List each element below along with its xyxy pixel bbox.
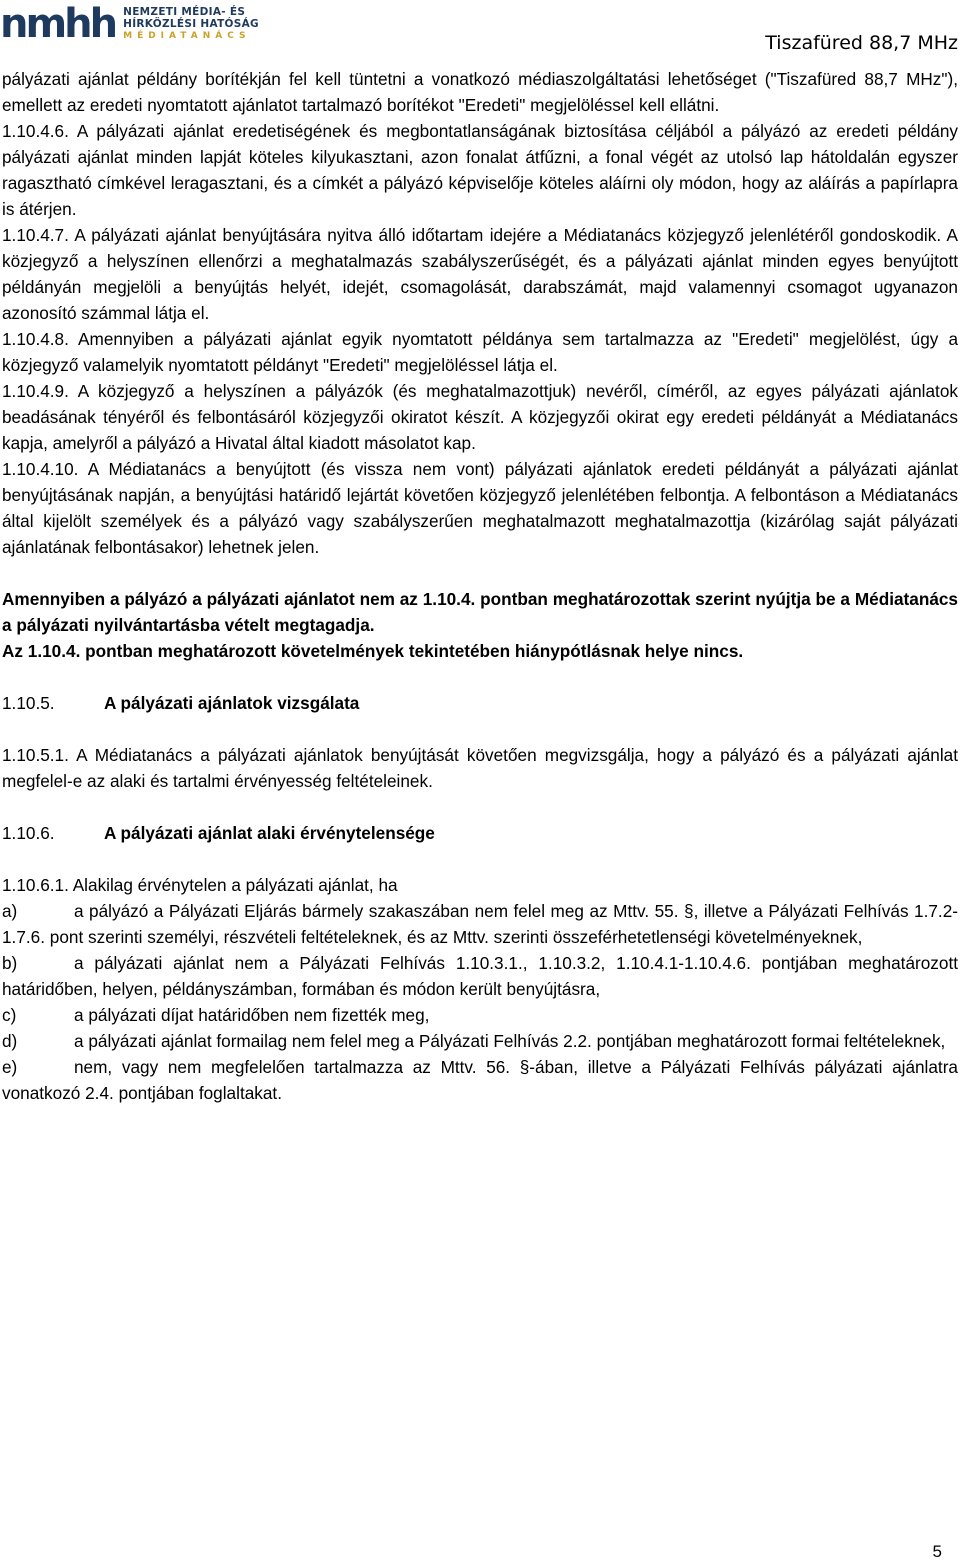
page-header [0, 0, 960, 56]
paragraph-1-10-6-1: 1.10.6.1. Alakilag érvénytelen a pályázati ajánlat, ha [2, 875, 398, 895]
paragraph-1-10-4-9: 1.10.4.9. A közjegyző a helyszínen a pályázók (és meghatalmazottjuk) nevéről, címéről, az egyes pályázati ajánlatok beadásának tényéről és felbontásáról közjegyzői okiratot készít. A közjegyzői okirat egy eredeti példányát a Médiatanács kapja, amelyről a pályázó a Hivatal által kiadott másolatot kap. [2, 381, 958, 453]
paragraph-1-10-4-10: 1.10.4.10. A Médiatanács a benyújtott (és vissza nem vont) pályázati ajánlatok eredeti példányát a pályázati ajánlat benyújtásának napján, a benyújtási határidő lejártát követően közjegyző jelenlétében felbontja. A felbontáson a Médiatanács által kijelölt személyek és a pályázó vagy szabályszerűen meghatalmazott meghatalmazottja (kizárólag saját pályázati ajánlatának felbontásakor) lehetnek jelen. [2, 459, 958, 557]
section-title: A pályázati ajánlatok vizsgálata [104, 693, 360, 713]
list-item-a [2, 898, 958, 950]
section-number: 1.10.5. [2, 693, 55, 713]
section-number: 1.10.6. [2, 823, 55, 843]
paragraph-envelope: pályázati ajánlat példány borítékján fel kell tüntetni a vonatkozó médiaszolgáltatási lehetőséget ("Tiszafüred 88,7 MHz"), emellett az eredeti nyomtatott ajánlatot tartalmazó borítékot "Eredeti" megjelöléssel kell ellátni. [2, 69, 958, 115]
bold-notice-no-correction: Az 1.10.4. pontban meghatározott követelmények tekintetében hiánypótlásnak helye nincs. [2, 641, 744, 661]
logo-line-1: NEMZETI MÉDIA- ÉS [123, 6, 246, 18]
list-item-d [2, 1028, 958, 1054]
logo-line-2: HÍRKÖZLÉSI HATÓSÁG [123, 18, 259, 30]
logo-text [123, 6, 259, 42]
list-item-label: e) [2, 1057, 18, 1077]
paragraph-1-10-5-1: 1.10.5.1. A Médiatanács a pályázati ajánlatok benyújtását követően megvizsgálja, hogy a pályázó és a pályázati ajánlat megfelel-e az alaki és tartalmi érvényesség feltételeinek. [2, 745, 958, 791]
list-item-b [2, 950, 958, 1002]
paragraph-1-10-4-6: 1.10.4.6. A pályázati ajánlat eredetiségének és megbontatlanságának biztosítása céljából a pályázó az eredeti példány pályázati ajánlat minden lapját köteles kilyukasztani, azon fonalat átfűzni, a fonal végét az utolsó lap hátoldalán egyszer ragasztható címkével leragasztani, és a címkét a pályázó képviselője köteles aláírni oly módon, hogy az aláírás a papírlapra is átérjen. [2, 121, 958, 219]
paragraph-1-10-4-7: 1.10.4.7. A pályázati ajánlat benyújtására nyitva álló időtartam idejére a Médiatanács közjegyző jelenlétéről gondoskodik. A közjegyző a helyszínen ellenőrzi a meghatalmazás szabályszerűségét, és a pályázati ajánlat minden egyes benyújtott példányán megjelöli a benyújtás helyét, idejét, csomagolását, darabszámát, majd valamennyi csomagot ugyanazon azonosító számmal látja el. [2, 225, 958, 323]
document-body [2, 66, 958, 1106]
nmhh-logo [0, 2, 259, 46]
list-item-text: a pályázati díjat határidőben nem fizették meg, [74, 1005, 430, 1025]
header-title: Tiszafüred 88,7 MHz [765, 32, 958, 54]
logo-line-3: MÉDIATANÁCS [123, 31, 251, 41]
list-item-text: a pályázati ajánlat nem a Pályázati Felhívás 1.10.3.1., 1.10.3.2, 1.10.4.1-1.10.4.6. pontjában meghatározott határidőben, helyen, példányszámban, formában és módon került benyújtásra, [2, 953, 958, 999]
bold-notice-rejection: Amennyiben a pályázó a pályázati ajánlatot nem az 1.10.4. pontban meghatározottak szerint nyújtja be a Médiatanács a pályázati nyilvántartásba vételt megtagadja. [2, 589, 958, 635]
logo-mark: nmhh [0, 1, 116, 47]
list-item-label: c) [2, 1005, 17, 1025]
list-item-label: b) [2, 953, 18, 973]
page-number: 5 [932, 1542, 942, 1561]
list-item-c [2, 1002, 958, 1028]
list-item-label: a) [2, 901, 18, 921]
list-item-text: nem, vagy nem megfelelően tartalmazza az Mttv. 56. §-ában, illetve a Pályázati Felhívás pályázati ajánlatra vonatkozó 2.4. pontjában foglaltakat. [2, 1057, 958, 1103]
section-heading-1-10-6 [2, 820, 958, 846]
list-item-label: d) [2, 1031, 18, 1051]
section-title: A pályázati ajánlat alaki érvénytelensége [104, 823, 435, 843]
list-item-e [2, 1054, 958, 1106]
list-item-text: a pályázó a Pályázati Eljárás bármely szakaszában nem felel meg az Mttv. 55. §, illetve a Pályázati Felhívás 1.7.2-1.7.6. pont szerinti személyi, részvételi feltételeknek, és az Mttv. szerinti összeférhetetlenségi követelményeknek, [2, 901, 958, 947]
list-item-text: a pályázati ajánlat formailag nem felel meg a Pályázati Felhívás 2.2. pontjában meghatározott formai feltételeknek, [74, 1031, 946, 1051]
paragraph-1-10-4-8: 1.10.4.8. Amennyiben a pályázati ajánlat egyik nyomtatott példánya sem tartalmazza az "Eredeti" megjelölést, úgy a közjegyző valamelyik nyomtatott példányt "Eredeti" megjelöléssel látja el. [2, 329, 958, 375]
section-heading-1-10-5 [2, 690, 958, 716]
